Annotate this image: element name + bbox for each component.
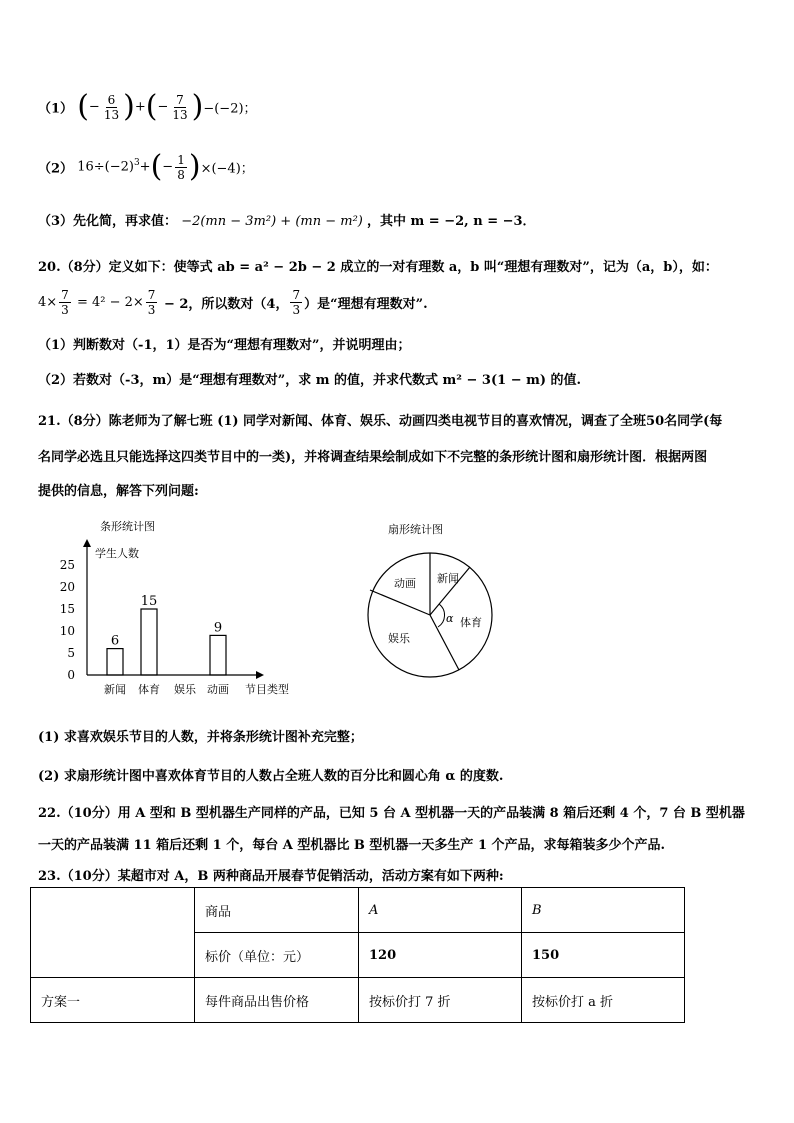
- bar: [141, 609, 157, 675]
- bar-value-label: 6: [110, 633, 120, 649]
- bar: [210, 635, 226, 675]
- q23-line1: 23.（10分）某超市对 A，B 两种商品开展春节促销活动，活动方案有如下两种:: [38, 869, 504, 884]
- q23-table: [30, 887, 685, 1023]
- table-cell: 按标价打 a 折: [522, 978, 685, 1023]
- y-tick-label: 25: [59, 558, 75, 572]
- y-tick-label: 15: [59, 602, 75, 616]
- x-tick-label: 新闻: [104, 683, 126, 696]
- q19-part3-tail: ，其中 m = −2, n = −3．: [367, 214, 536, 229]
- q19-part1-label: （1）: [38, 101, 74, 117]
- pie-angle-arc: [438, 604, 445, 627]
- table-cell: 每件商品出售价格: [195, 978, 359, 1023]
- x-tick-label: 体育: [138, 683, 160, 696]
- q19-part1: （1） (− $\frac{6}{13}$ )+(− $\frac{7}{13}$ )−(−2)；: [38, 89, 257, 124]
- x-axis-arrow: [256, 671, 264, 679]
- table-cell: 商品: [195, 888, 359, 933]
- q21-line3: 提供的信息，解答下列问题:: [38, 484, 199, 499]
- q21-sub2: (2) 求扇形统计图中喜欢体育节目的人数占全班人数的百分比和圆心角 α 的度数.: [38, 769, 504, 784]
- bar-chart-xlabel: 节目类型: [245, 683, 289, 696]
- bar-chart-ylabel: 学生人数: [95, 547, 139, 560]
- bar-chart-title: 条形统计图: [100, 520, 155, 533]
- bar-chart: [55, 515, 315, 700]
- pie-angle-label: α: [446, 612, 454, 625]
- q21-sub1: (1) 求喜欢娱乐节目的人数，并将条形统计图补充完整；: [38, 730, 363, 745]
- table-row: [31, 978, 685, 1023]
- bar: [107, 649, 123, 675]
- table-cell: [31, 888, 195, 978]
- bar-value-label: 15: [140, 594, 158, 609]
- q20-part1: （1）判断数对（-1，1）是否为“理想有理数对”，并说明理由；: [38, 338, 411, 353]
- pie-label-sports: 体育: [460, 616, 482, 629]
- table-cell: 120: [359, 933, 522, 978]
- pie-label-entertainment: 娱乐: [388, 632, 410, 645]
- q19-part2-label: （2）: [38, 161, 74, 177]
- y-axis-arrow: [83, 539, 91, 547]
- y-tick-label: 20: [59, 580, 75, 594]
- q19-part3-label: （3）先化简，再求值：: [38, 214, 178, 229]
- pie-divider-sports: [430, 615, 459, 670]
- q22-line1: 22.（10分）用 A 型和 B 型机器生产同样的产品，已知 5 台 A 型机器一天的产品装满 8 箱后还剩 4 个，7 台 B 型机器: [38, 806, 745, 821]
- fraction: $\frac{6}{13}$: [103, 92, 120, 122]
- fraction: $\frac{7}{13}$: [172, 92, 188, 122]
- q19-part3: [38, 210, 536, 229]
- pie-label-news: 新闻: [437, 572, 459, 585]
- q19-part2: （2） $16\div(-2)^3+(-$ $\frac{1}{8}$ )×(−4)；: [38, 149, 254, 184]
- y-tick-label: 5: [67, 646, 75, 660]
- x-tick-label: 娱乐: [174, 683, 196, 696]
- bar-value-label: 9: [213, 620, 223, 636]
- fraction: $\frac{7}{3}$: [61, 288, 69, 317]
- q21-line2: 名同学必选且只能选择这四类节目中的一类)，并将调查结果绘制成如下不完整的条形统计图和扇形统计图．根据两图: [38, 450, 708, 465]
- q20-part2: （2）若数对（-3，m）是“理想有理数对”，求 m 的值，并求代数式 m² − 3(1 − m) 的值.: [38, 373, 582, 388]
- q21-line1: 21.（8分）陈老师为了解七班 (1) 同学对新闻、体育、娱乐、动画四类电视节目的喜欢情况，调查了全班50名同学(每: [38, 414, 723, 429]
- table-cell: 按标价打 7 折: [359, 978, 522, 1023]
- q20-line1: 20.（8分）定义如下：使等式 ab = a² − 2b − 2 成立的一对有理数 a，b 叫“理想有理数对”，记为（a，b），如：: [38, 260, 718, 275]
- y-tick-label: 10: [59, 624, 75, 638]
- table-cell: 150: [522, 933, 685, 978]
- q20-line2: 4× $\frac{7}{3}$ = 4² − 2× $\frac{7}{3}$ − 2，所以数对（4， $\frac{7}{3}$ ）是“理想有理数对”.: [38, 288, 428, 317]
- y-tick-label: 0: [67, 668, 75, 682]
- pie-chart-title: 扇形统计图: [388, 523, 443, 536]
- q22-line2: 一天的产品装满 11 箱后还剩 1 个，每台 A 型机器比 B 型机器一天多生产 1 个产品，求每箱装多少个产品.: [38, 838, 666, 853]
- fraction: $\frac{7}{3}$: [292, 288, 301, 317]
- table-cell: 方案一: [31, 978, 195, 1023]
- x-tick-label: 动画: [207, 683, 229, 696]
- fraction: $\frac{1}{8}$: [177, 152, 185, 182]
- table-row: [31, 888, 685, 933]
- pie-divider-animation: [370, 590, 430, 615]
- table-cell: B: [522, 888, 685, 933]
- q19-part1-tail: −(−2)；: [203, 101, 257, 117]
- pie-chart: [360, 515, 520, 700]
- fraction: $\frac{7}{3}$: [147, 288, 156, 317]
- q19-part3-expr: −2(mn − 3m²) + (mn − m²): [181, 214, 363, 229]
- table-cell: 标价（单位：元）: [195, 933, 359, 978]
- table-cell: A: [359, 888, 522, 933]
- pie-label-animation: 动画: [394, 577, 416, 590]
